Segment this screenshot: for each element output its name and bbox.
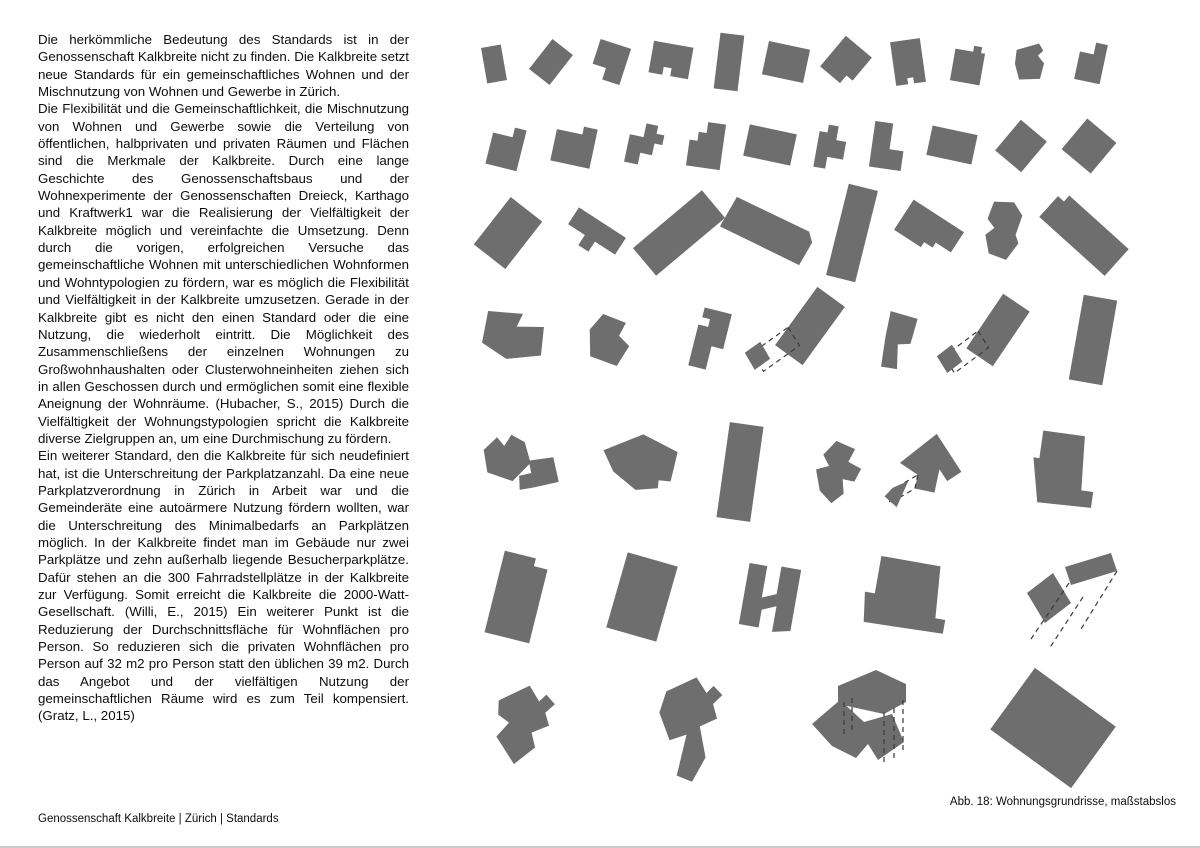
floorplan-polygon xyxy=(860,554,955,636)
floorplan-shape xyxy=(812,670,906,764)
floorplan-shape xyxy=(890,38,926,86)
floorplan-polygon xyxy=(529,39,573,85)
floorplan-polygon xyxy=(650,673,724,784)
footer-text: Genossenschaft Kalkbreite | Zürich | Standards xyxy=(38,813,279,825)
floorplan-polygon xyxy=(1039,190,1128,276)
floorplan-polygon xyxy=(686,120,726,170)
paragraph: Die Flexibilität und die Gemeinschaftlichkeit, die Mischnutzung von Wohnen und Gewerbe sowie die Verteilung von öffentlichen, halbprivaten und privaten Räumen und Flächen sind die Merkmale der Kalkbreite. Durch eine lange Geschichte des Genossenschaftsbaus und der Wohnexperimente der Genossenschaften Dreieck, Karthago und Kraftwerk1 war die Realisierung der Vielfältigkeit der Kalkbreite möglich und vereinfachte die Umsetzung. Denn durch die vorigen, erfolgreichen Versuche das gemeinschaftliche Wohnen mit unterschiedlichen Wohnformen und Wohntypologien zu fördern, war es möglich die Flexibilität und Vielfältigkeit in der Kalkbreite umzusetzen. Gerade in der Kalkbreite gibt es nicht den einen Standard oder die eine Nutzung, die wiederholt eintritt. Die Möglichkeit des Zusammenschließens der einzelnen Wohnungen zu Großwohnhaushalten oder Clusterwohneinheiten ziehen sich in allen Geschossen durch und ermöglichen somit eine flexible Aneignung der Wohnräume. (Hubacher, S., 2015) Durch die Vielfältigkeit der Wohnungstypologien spricht die Kalkbreite diverse Zielgruppen an, um eine Durchmischung zu fördern. xyxy=(38,101,409,446)
floorplan-polygon xyxy=(688,307,732,372)
floorplan-shape xyxy=(688,307,732,372)
floorplan-shape xyxy=(738,561,801,635)
floorplan-polygon xyxy=(714,33,745,92)
floorplan-polygon xyxy=(926,126,977,165)
floorplan-polygon xyxy=(838,670,906,714)
floorplan-polygon xyxy=(624,121,666,169)
floorplan-shape xyxy=(633,190,725,275)
floorplan-shape xyxy=(1027,553,1117,649)
floorplan-shape xyxy=(1039,190,1128,276)
floorplan-polygon xyxy=(869,121,907,171)
floorplan-shape xyxy=(686,120,726,170)
floorplan-shape xyxy=(600,430,679,493)
floorplan-polygon xyxy=(1065,553,1117,585)
floorplan-polygon xyxy=(1074,40,1108,85)
floorplan-polygon xyxy=(982,199,1024,261)
floorplan-shape xyxy=(624,121,666,169)
floorplan-shape xyxy=(1009,38,1048,84)
floorplan-shape xyxy=(550,121,597,168)
floorplan-shape xyxy=(720,192,816,271)
floorplan-polygon xyxy=(890,38,926,86)
floorplan-polygon xyxy=(894,200,964,263)
floorplan-shape xyxy=(716,422,763,522)
floorplan-shape xyxy=(481,45,507,84)
floorplan-shape xyxy=(894,200,964,263)
floorplan-polygon xyxy=(1009,38,1048,84)
paragraph: Ein weiterer Standard, den die Kalkbreite für sich neudefiniert hat, ist die Unterschreitung der Parkplatzanzahl. Da eine neue Parkplatzverordnung in Zürich in Arbeit war und die Gemeinderäte eine autoärmere Nutzung fördern wollten, war die Unterschreitung des Minimalbedarfs an Parkplätzen möglich. In der Kalkbreite findet man im Gebäude nur zwei Parkplätze und zehn außerhalb liegende Besucherparkplätze. Dafür stehen an die 300 Fahrradstellplätze in der Kalkbreite zur Verfügung. Somit erreicht die Kalkbreite die 2000-Watt-Gesellschaft. (Willi, E., 2015) Ein weiterer Punkt ist die Reduzierung der Durchschnittsfläche für Wohnflächen pro Person. So reduzieren sich die privaten Wohnflächen pro Person auf 32 m2 pro Person statt den üblichen 39 m2. Durch das Angebot und der vielfältigen Nutzung der gemeinschaftlichen Räume wird es zum Teil kompensiert. (Gratz, L., 2015) xyxy=(38,448,409,724)
floorplan-shape xyxy=(562,207,626,264)
floorplan-polygon xyxy=(762,41,810,83)
floorplan-polygon xyxy=(1027,573,1071,623)
floorplan-shape xyxy=(714,33,745,92)
floorplan-shape xyxy=(1027,430,1100,510)
floorplan-shape xyxy=(820,36,872,88)
floorplan-polygon xyxy=(950,43,986,86)
floorplan-polygon xyxy=(990,668,1116,788)
floorplan-polygon xyxy=(826,184,878,282)
floorplan-polygon xyxy=(875,311,917,373)
floorplan-shape xyxy=(743,124,797,165)
floorplan-shape xyxy=(860,554,955,636)
floorplan-shape xyxy=(589,39,631,85)
floorplan-polygon xyxy=(810,438,866,508)
floorplan-polygon xyxy=(932,341,966,376)
floorplan-shape xyxy=(480,432,563,494)
floorplan-polygon xyxy=(550,121,597,168)
floorplan-polygon xyxy=(485,123,526,171)
floorplan-polygon xyxy=(720,192,816,271)
floorplan-shape xyxy=(1074,40,1108,85)
floorplan-polygon xyxy=(474,197,542,269)
floorplan-polygon xyxy=(485,551,550,644)
floorplan-polygon xyxy=(562,207,626,264)
floorplan-shape xyxy=(982,199,1024,261)
floorplan-polygon xyxy=(738,561,801,635)
floorplan-shape xyxy=(529,39,573,85)
floorplan-shape xyxy=(606,552,677,641)
floorplan-shape xyxy=(485,123,526,171)
floorplan-shape xyxy=(995,120,1047,172)
floorplan-shape xyxy=(875,311,917,373)
floorplan-polygon xyxy=(820,36,872,88)
floorplan-polygon xyxy=(649,41,694,79)
floorplan-polygon xyxy=(1027,430,1100,510)
floorplan-shape xyxy=(649,41,694,79)
floorplan-shape xyxy=(813,123,848,171)
paragraph: Die herkömmliche Bedeutung des Standards ist in der Genossenschaft Kalkbreite nicht zu finden. Die Kalkbreite setzt neue Standards für ein gemeinschaftliches Wohnen und der Mischnutzung von Wohnen und Gewerbe in Zürich. xyxy=(38,32,409,100)
floorplan-shape xyxy=(762,41,810,83)
floorplan-polygon xyxy=(813,123,848,171)
floorplan-shape xyxy=(485,551,550,644)
floorplan-polygon xyxy=(716,422,763,522)
floorplan-shape xyxy=(1062,118,1117,173)
floorplan-shape xyxy=(883,426,968,519)
floorplan-shape xyxy=(740,275,845,391)
floorplan-polygon xyxy=(895,428,968,498)
floorplan-shape xyxy=(488,681,557,770)
floorplan-shape xyxy=(926,126,977,165)
floorplan-shape xyxy=(583,312,634,368)
floorplan-polygon xyxy=(606,552,677,641)
floorplan-polygon xyxy=(740,338,775,373)
floorplan-polygon xyxy=(583,312,634,368)
floorplan-shape xyxy=(869,121,907,171)
floorplan-polygon xyxy=(600,430,679,493)
floorplan-polygon xyxy=(476,303,552,368)
floorplan-shape xyxy=(932,283,1029,392)
floorplan-polygon xyxy=(633,190,725,275)
floorplan-polygon xyxy=(995,120,1047,172)
floorplan-shape xyxy=(474,197,542,269)
floorplan-shape xyxy=(826,184,878,282)
floorplan-polygon xyxy=(488,681,557,770)
floorplan-shape xyxy=(810,438,866,508)
floorplan-polygon xyxy=(966,294,1029,367)
floorplan-polygon xyxy=(1062,118,1117,173)
floorplan-polygon xyxy=(775,287,845,365)
floorplan-polygon xyxy=(589,39,631,85)
floorplan-polygon xyxy=(1069,295,1117,386)
floorplan-polygon xyxy=(883,477,908,509)
floorplan-shape xyxy=(476,303,552,368)
floorplan-shape xyxy=(950,43,986,86)
floorplan-polygon xyxy=(481,45,507,84)
floorplan-polygon xyxy=(743,124,797,165)
floorplan-shape xyxy=(650,673,724,784)
figure-caption: Abb. 18: Wohnungsgrundrisse, maßstabslos xyxy=(949,796,1176,808)
floorplan-shape xyxy=(990,668,1116,788)
floorplan-shape xyxy=(1069,295,1117,386)
